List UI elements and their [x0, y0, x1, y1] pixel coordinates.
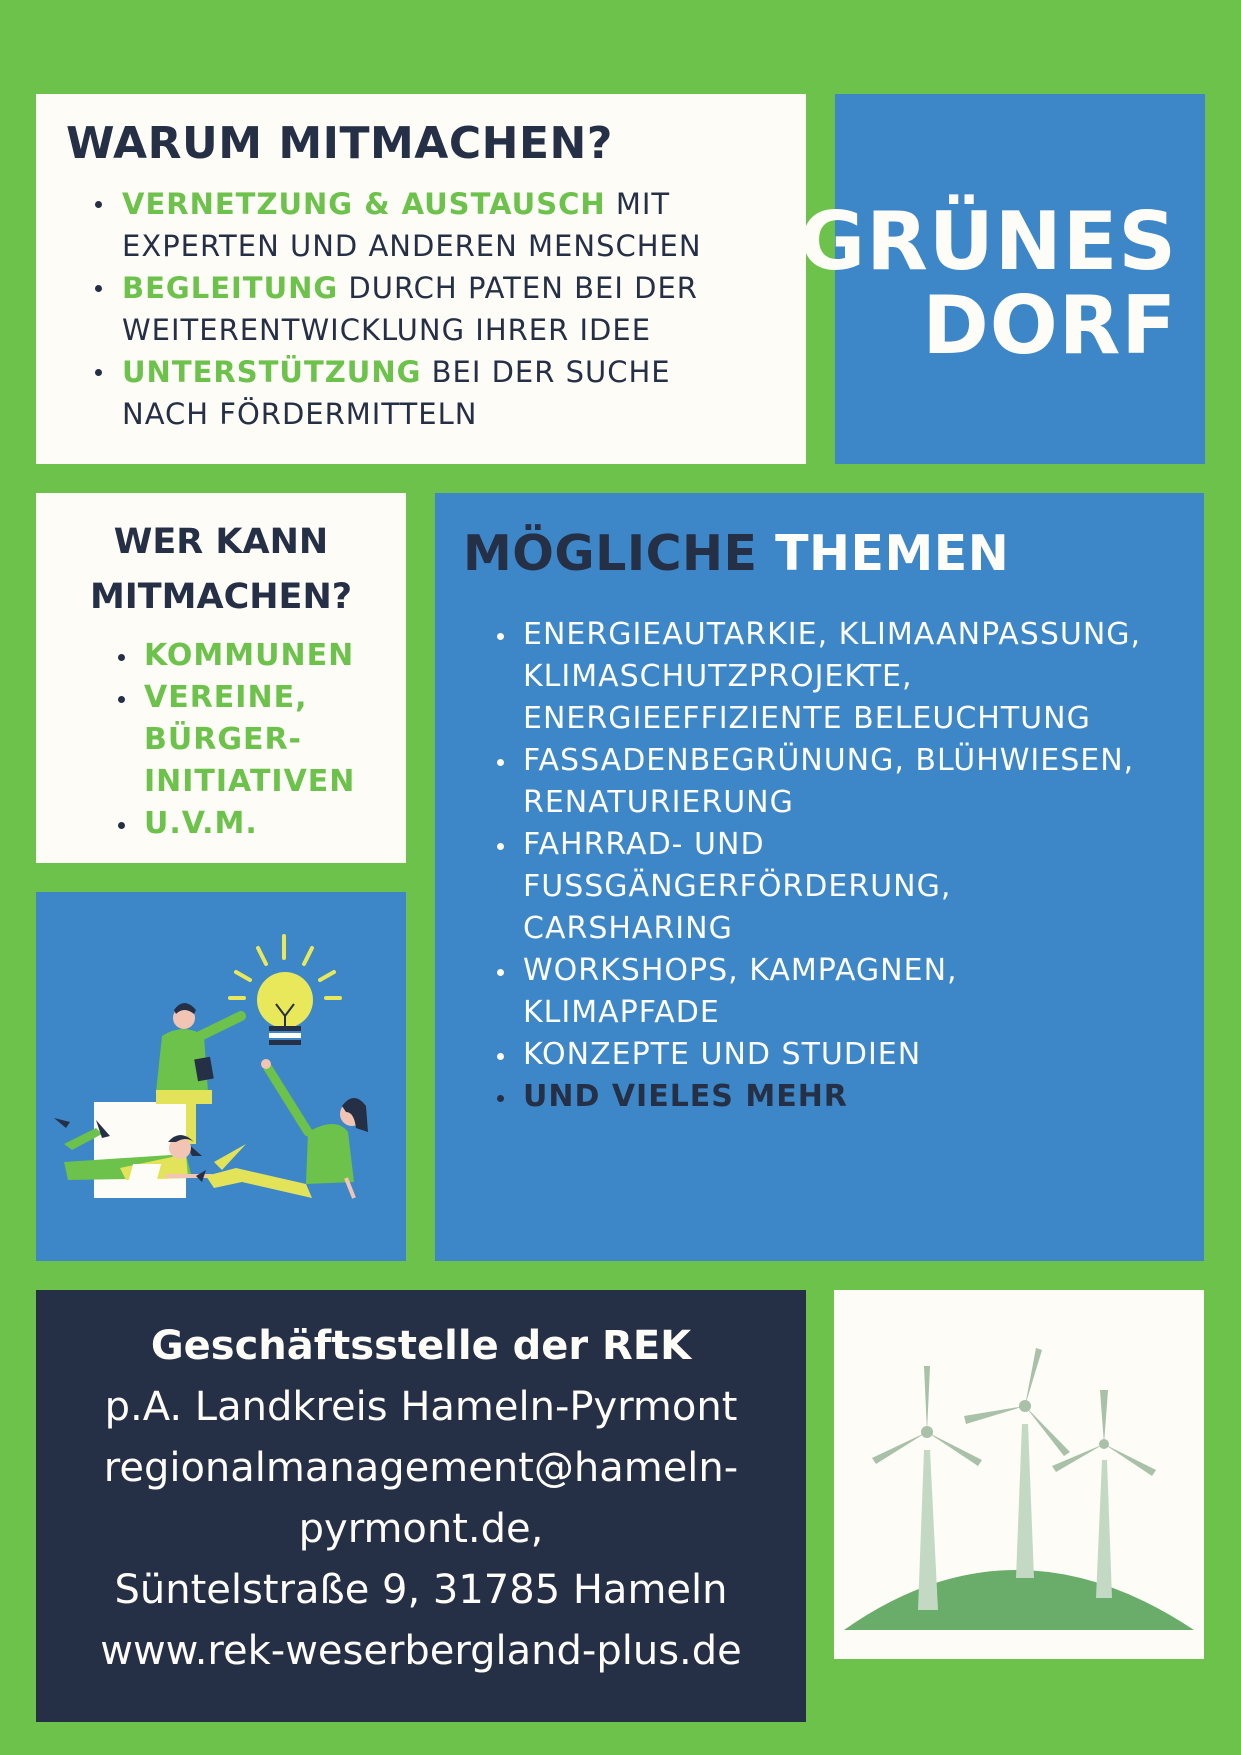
- list-item: FAHRRAD- UND FUSSGÄNGERFÖRDERUNG, CARSHARING: [523, 824, 1003, 950]
- contact-email-line-1[interactable]: regionalmanagement@hameln-: [103, 1445, 739, 1491]
- title-line-2: DORF: [922, 279, 1177, 372]
- list-item: [122, 267, 742, 351]
- themes-panel: [435, 493, 1204, 1261]
- item-text: DURCH PATEN BEI DER WEITERENTWICKLUNG IHRER IDEE: [122, 271, 698, 347]
- contact-organization: p.A. Landkreis Hameln-Pyrmont: [104, 1384, 738, 1430]
- list-item: KOMMUNEN: [144, 635, 386, 677]
- themes-list: [463, 614, 1176, 1118]
- themes-title-light: THEMEN: [775, 525, 1010, 582]
- title-block: [799, 94, 1205, 464]
- item-text: MIT EXPERTEN UND ANDEREN MENSCHEN: [122, 187, 702, 263]
- contact-address: Süntelstraße 9, 31785 Hameln: [114, 1567, 728, 1613]
- themes-title-dark: MÖGLICHE: [463, 525, 758, 582]
- highlight-text: BEGLEITUNG: [122, 271, 339, 305]
- list-item: U.V.M.: [144, 803, 386, 845]
- list-item: WORKSHOPS, KAMPAGNEN, KLIMAPFADE: [523, 950, 983, 1034]
- list-item: FASSADENBEGRÜNUNG, BLÜHWIESEN, RENATURIERUNG: [523, 740, 1163, 824]
- contact-email-line-2[interactable]: pyrmont.de,: [298, 1506, 544, 1552]
- who-can-participate-panel: [36, 493, 406, 863]
- title-line-1: GRÜNES: [799, 195, 1177, 288]
- highlight-text: UNTERSTÜTZUNG: [122, 355, 422, 389]
- why-title: WARUM MITMACHEN?: [66, 118, 613, 169]
- list-item: ENERGIEAUTARKIE, KLIMAANPASSUNG, KLIMASCHUTZPROJEKTE, ENERGIEEFFIZIENTE BELEUCHTUNG: [523, 614, 1163, 740]
- wind-turbines-icon: [834, 1290, 1204, 1659]
- wind-turbines-svg: [834, 1290, 1204, 1659]
- who-list: [56, 635, 386, 845]
- who-title: WER KANN MITMACHEN?: [89, 522, 353, 617]
- contact-heading: Geschäftsstelle der REK: [150, 1323, 692, 1369]
- list-item: UND VIELES MEHR: [523, 1076, 1176, 1118]
- list-item: VEREINE, BÜRGER-INITIATIVEN: [144, 677, 314, 803]
- contact-website[interactable]: www.rek-weserbergland-plus.de: [100, 1628, 742, 1674]
- illustration-svg: [36, 892, 406, 1261]
- why-list: [66, 183, 778, 435]
- list-item: [122, 351, 722, 435]
- why-participate-panel: [36, 94, 806, 464]
- list-item: KONZEPTE UND STUDIEN: [523, 1034, 1176, 1076]
- people-lightbulb-illustration-icon: [36, 892, 406, 1261]
- highlight-text: VERNETZUNG & AUSTAUSCH: [122, 187, 606, 221]
- list-item: [122, 183, 762, 267]
- themes-title: [463, 525, 1176, 582]
- contact-panel: [36, 1290, 806, 1722]
- item-text: BEI DER SUCHE NACH FÖRDERMITTELN: [122, 355, 671, 431]
